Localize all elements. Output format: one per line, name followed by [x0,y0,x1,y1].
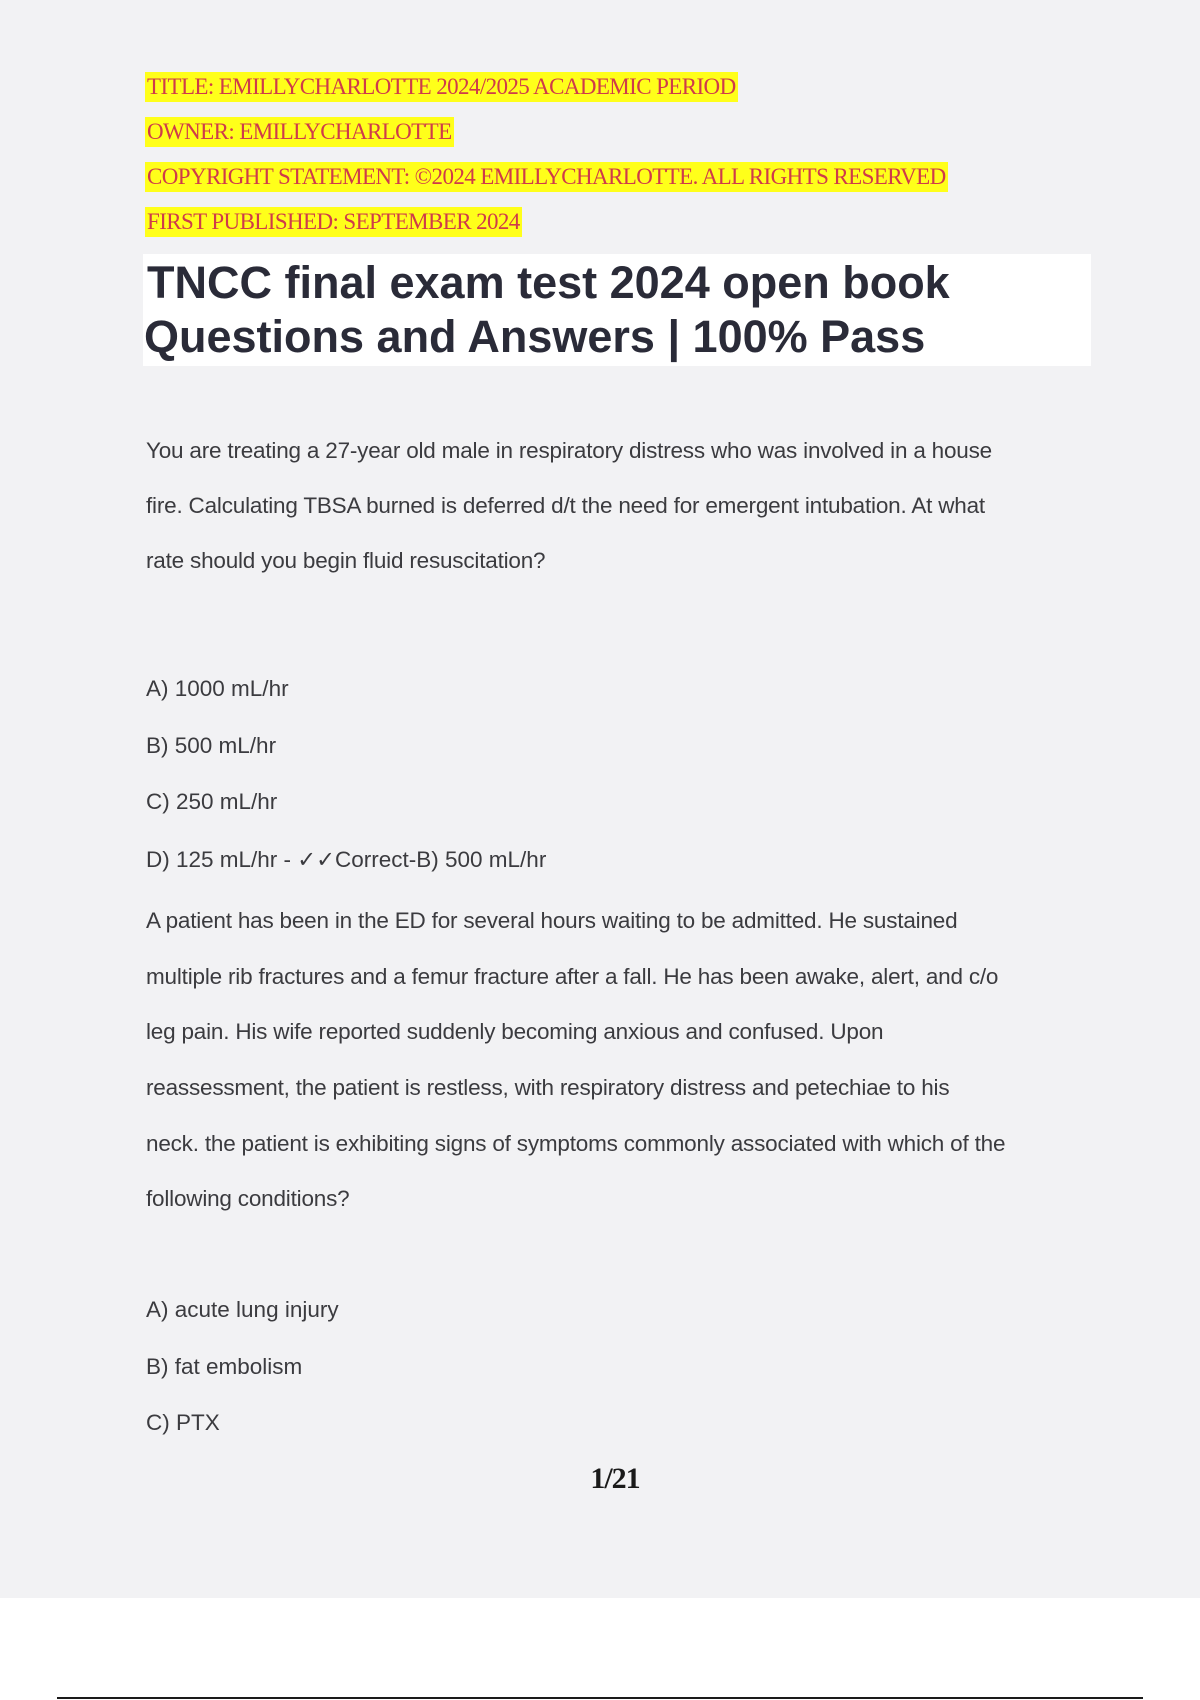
question-2-prompt-line: neck. the patient is exhibiting signs of symptoms commonly associated with which of the [146,1131,1006,1156]
footer-divider [57,1697,1143,1699]
question-2-option-b: B) fat embolism [146,1354,303,1379]
question-2-prompt-line: leg pain. His wife reported suddenly becoming anxious and confused. Upon [146,1019,884,1044]
question-2-option-a: A) acute lung injury [146,1297,339,1322]
meta-title-line: TITLE: EMILLYCHARLOTTE 2024/2025 ACADEMIC PERIOD [145,72,738,102]
question-1-option-b: B) 500 mL/hr [146,733,277,758]
question-2-prompt-line: A patient has been in the ED for several hours waiting to be admitted. He sustained [146,908,958,933]
document-title-line-1: TNCC final exam test 2024 open book [147,257,950,308]
meta-owner-line: OWNER: EMILLYCHARLOTTE [145,117,454,147]
question-1-prompt-line: fire. Calculating TBSA burned is deferred d/t the need for emergent intubation. At what [146,493,985,518]
question-2-prompt-line: reassessment, the patient is restless, with respiratory distress and petechiae to his [146,1075,950,1100]
question-1-option-c: C) 250 mL/hr [146,789,278,814]
document-title-line-2: Questions and Answers | 100% Pass [144,311,926,362]
question-2-prompt-line: following conditions? [146,1186,350,1211]
question-1-option-d-with-answer: D) 125 mL/hr - ✓✓Correct-B) 500 mL/hr [146,847,547,872]
meta-published-line: FIRST PUBLISHED: SEPTEMBER 2024 [145,207,522,237]
question-1-option-a: A) 1000 mL/hr [146,676,289,701]
question-1-prompt-line: rate should you begin fluid resuscitation? [146,548,546,573]
question-1-prompt-line: You are treating a 27-year old male in respiratory distress who was involved in a house [146,438,992,463]
question-2-option-c: C) PTX [146,1410,220,1435]
question-2-prompt-line: multiple rib fractures and a femur fracture after a fall. He has been awake, alert, and c/o [146,964,999,989]
document-title [143,254,1091,366]
meta-copyright-line: COPYRIGHT STATEMENT: ©2024 EMILLYCHARLOTTE. ALL RIGHTS RESERVED [145,162,948,192]
page-number: 1/21 [590,1462,640,1495]
